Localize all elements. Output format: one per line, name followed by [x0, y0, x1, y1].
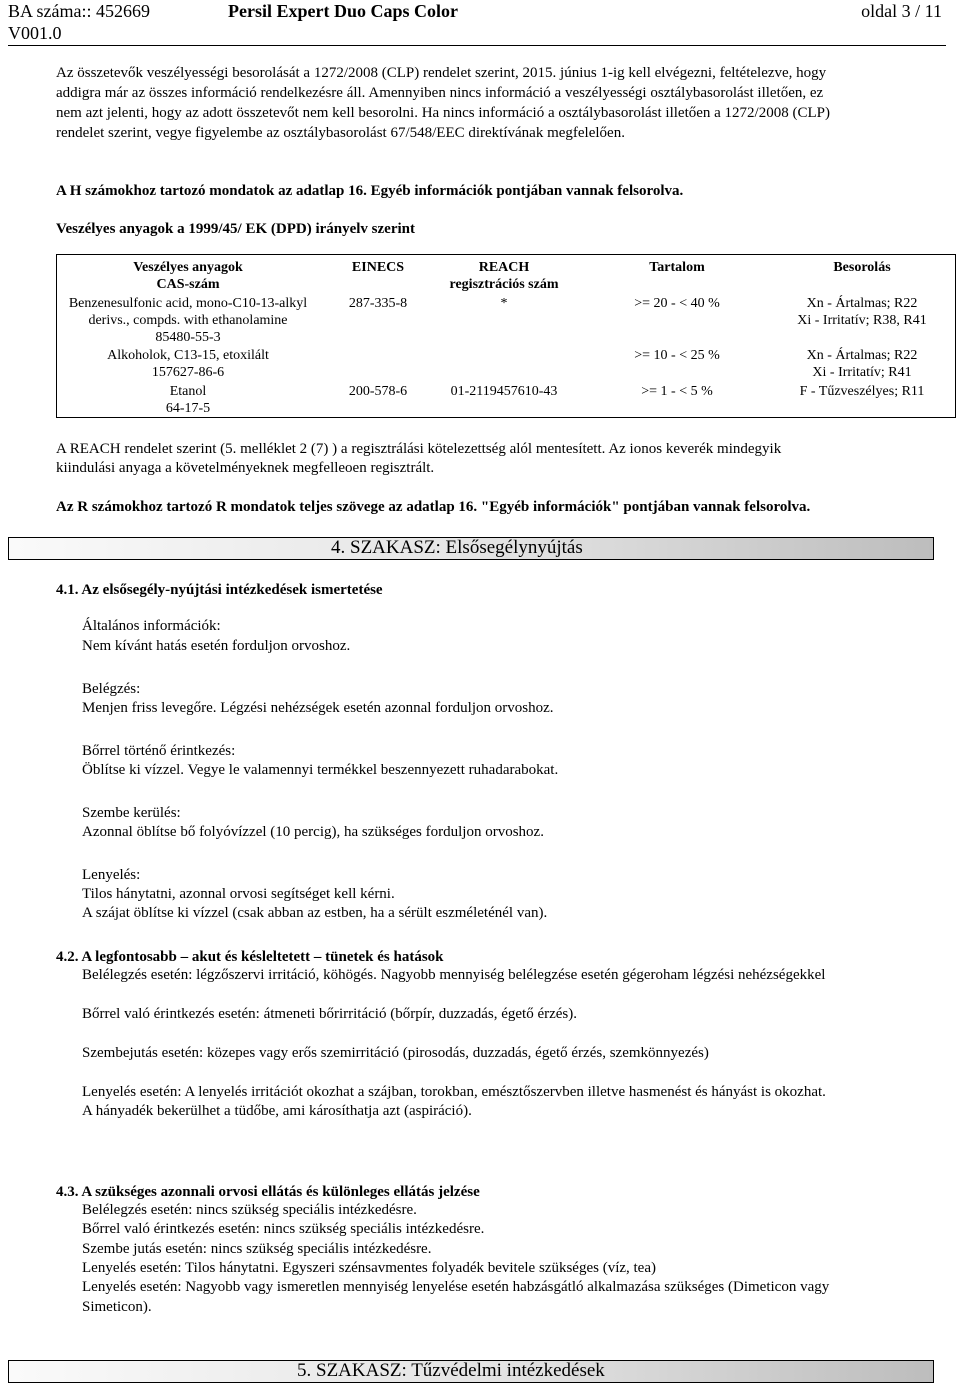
content-range: >= 10 - < 25 % — [634, 348, 720, 363]
header-content: Tartalom — [649, 260, 705, 275]
product-name: Persil Expert Duo Caps Color — [228, 1, 458, 21]
subsection-4-2-title: 4.2. A legfontosabb – akut és késleltetett – tünetek és hatások — [56, 949, 444, 965]
substance-name: Alkoholok, C13-15, etoxilált — [107, 348, 269, 363]
content-range: >= 1 - < 5 % — [641, 384, 713, 399]
einecs-number: 287-335-8 — [348, 296, 408, 311]
h-statements-note: A H számokhoz tartozó mondatok az adatlap 16. Egyéb információk pontjában vannak felsorolva. — [56, 183, 684, 199]
general-info-label: Általános információk: — [82, 618, 221, 634]
skin-contact-text: Öblítse ki vízzel. Vegye le valamennyi termékkel beszennyezett ruhadarabokat. — [82, 762, 559, 778]
classification-cont: Xi - Irritatív; R41 — [812, 365, 912, 380]
header-classification: Besorolás — [833, 260, 891, 275]
document-id: BA száma:: 452669 — [8, 1, 150, 21]
subsection-4-1-title: 4.1. Az elsősegély-nyújtási intézkedések ismertetése — [56, 582, 383, 598]
medical-note-2: Bőrrel való érintkezés esetén: nincs szükség speciális intézkedésre. — [82, 1221, 485, 1237]
section-4-title: 4. SZAKASZ: Elsősegélynyújtás — [331, 537, 583, 558]
intro-line-2: addigra már az összes információ rendelkezésre áll. Amennyiben nincs információ a veszélyességi osztálybasorolást illetően, ez — [56, 85, 824, 101]
substance-name-cont: derivs., compds. with ethanolamine — [88, 313, 288, 328]
reach-number: * — [500, 296, 508, 311]
einecs-number: 200-578-6 — [348, 384, 408, 399]
symptom-inhalation: Belélegzés esetén: légzőszervi irritáció, köhögés. Nagyobb mennyiség belélegzése esetén gégeroham légzési nehézségekkel — [82, 967, 826, 983]
intro-line-1: Az összetevők veszélyességi besorolását a 1272/2008 (CLP) rendelet szerint, 2015. június 1-ig kell elvégezni, feltételezve, hogy — [56, 65, 827, 81]
header-reach: REACH — [478, 260, 530, 275]
classification: F - Tűzveszélyes; R11 — [799, 384, 925, 399]
inhalation-label: Belégzés: — [82, 681, 141, 697]
section-5-header — [8, 1360, 934, 1383]
symptom-ingestion-1: Lenyelés esetén: A lenyelés irritációt okozhat a szájban, torokban, emésztőszervben illetve hasmenést és hányást is okozhat. — [82, 1084, 826, 1100]
ingestion-text-2: A szájat öblítse ki vízzel (csak abban az estben, ha a sérült eszméleténél van). — [82, 905, 548, 921]
medical-note-1: Belélegzés esetén: nincs szükség speciális intézkedésre. — [82, 1202, 417, 1218]
medical-note-3: Szembe jutás esetén: nincs szükség speciális intézkedésre. — [82, 1241, 432, 1257]
symptom-skin: Bőrrel való érintkezés esetén: átmeneti bőrirritáció (bőrpír, duzzadás, égető érzés). — [82, 1006, 578, 1022]
medical-note-4: Lenyelés esetén: Tilos hánytatni. Egyszeri szénsavmentes folyadék bevitele szükséges (víz, tea) — [82, 1260, 656, 1276]
cas-number: 85480-55-3 — [155, 330, 221, 345]
hazardous-substances-table — [56, 254, 956, 418]
dpd-title: Veszélyes anyagok a 1999/45/ EK (DPD) irányelv szerint — [56, 221, 415, 237]
general-info-text: Nem kívánt hatás esetén forduljon orvoshoz. — [82, 638, 351, 654]
reach-note-line-2: kiindulási anyaga a követelményeknek megfelleoen regisztrált. — [56, 460, 435, 476]
cas-number: 64-17-5 — [165, 401, 211, 416]
subsection-4-3-title: 4.3. A szükséges azonnali orvosi ellátás és különleges ellátás jelzése — [56, 1184, 480, 1200]
page-number: oldal 3 / 11 — [861, 1, 942, 21]
header-substance: Veszélyes anyagok — [133, 260, 243, 275]
header-divider — [8, 45, 946, 46]
skin-contact-label: Bőrrel történő érintkezés: — [82, 743, 236, 759]
header-einecs: EINECS — [351, 260, 405, 275]
symptom-ingestion-2: A hányadék bekerülhet a tüdőbe, ami károsíthatja azt (aspiráció). — [82, 1103, 472, 1119]
reach-note-line-1: A REACH rendelet szerint (5. melléklet 2 (7) ) a regisztrálási kötelezettség alól mentesített. Az ionos keverék mindegyik — [56, 441, 782, 457]
content-range: >= 20 - < 40 % — [634, 296, 720, 311]
header-reach-number: regisztrációs szám — [449, 277, 559, 292]
intro-line-4: rendelet szerint, vegye figyelembe az osztálybasorolást 67/548/EEC direktívának megfelelően. — [56, 125, 625, 141]
r-statements-note: Az R számokhoz tartozó R mondatok teljes szövege az adatlap 16. "Egyéb információk" pontjában vannak felsorolva. — [56, 499, 811, 515]
section-5-title: 5. SZAKASZ: Tűzvédelmi intézkedések — [297, 1360, 605, 1381]
eye-contact-label: Szembe kerülés: — [82, 805, 181, 821]
section-4-header — [8, 537, 934, 560]
classification: Xn - Ártalmas; R22 — [806, 348, 918, 363]
header-cas: CAS-szám — [156, 277, 220, 292]
classification: Xn - Ártalmas; R22 — [806, 296, 918, 311]
ingestion-text-1: Tilos hánytatni, azonnal orvosi segítséget kell kérni. — [82, 886, 395, 902]
medical-note-6: Simeticon). — [82, 1299, 152, 1315]
symptom-eye: Szembejutás esetén: közepes vagy erős szemirritáció (pirosodás, duzzadás, égető érzés, szemkönnyezés) — [82, 1045, 709, 1061]
substance-name: Etanol — [169, 384, 207, 399]
classification-cont: Xi - Irritatív; R38, R41 — [797, 313, 927, 328]
substance-name: Benzenesulfonic acid, mono-C10-13-alkyl — [68, 296, 308, 311]
intro-line-3: nem azt jelenti, hogy az adott összetevőt nem kell besorolni. Ha nincs információ a osztálybasorolást illetően a 1272/2008 (CLP) — [56, 105, 830, 121]
inhalation-text: Menjen friss levegőre. Légzési nehézségek esetén azonnal forduljon orvoshoz. — [82, 700, 554, 716]
document-version: V001.0 — [8, 23, 62, 43]
ingestion-label: Lenyelés: — [82, 867, 141, 883]
reach-number: 01-2119457610-43 — [450, 384, 558, 399]
medical-note-5: Lenyelés esetén: Nagyobb vagy ismeretlen mennyiség lenyelése esetén habzásgátló alkalmazása szükséges (Dimeticon vagy — [82, 1279, 830, 1295]
cas-number: 157627-86-6 — [151, 365, 225, 380]
eye-contact-text: Azonnal öblítse bő folyóvízzel (10 percig), ha szükséges forduljon orvoshoz. — [82, 824, 544, 840]
